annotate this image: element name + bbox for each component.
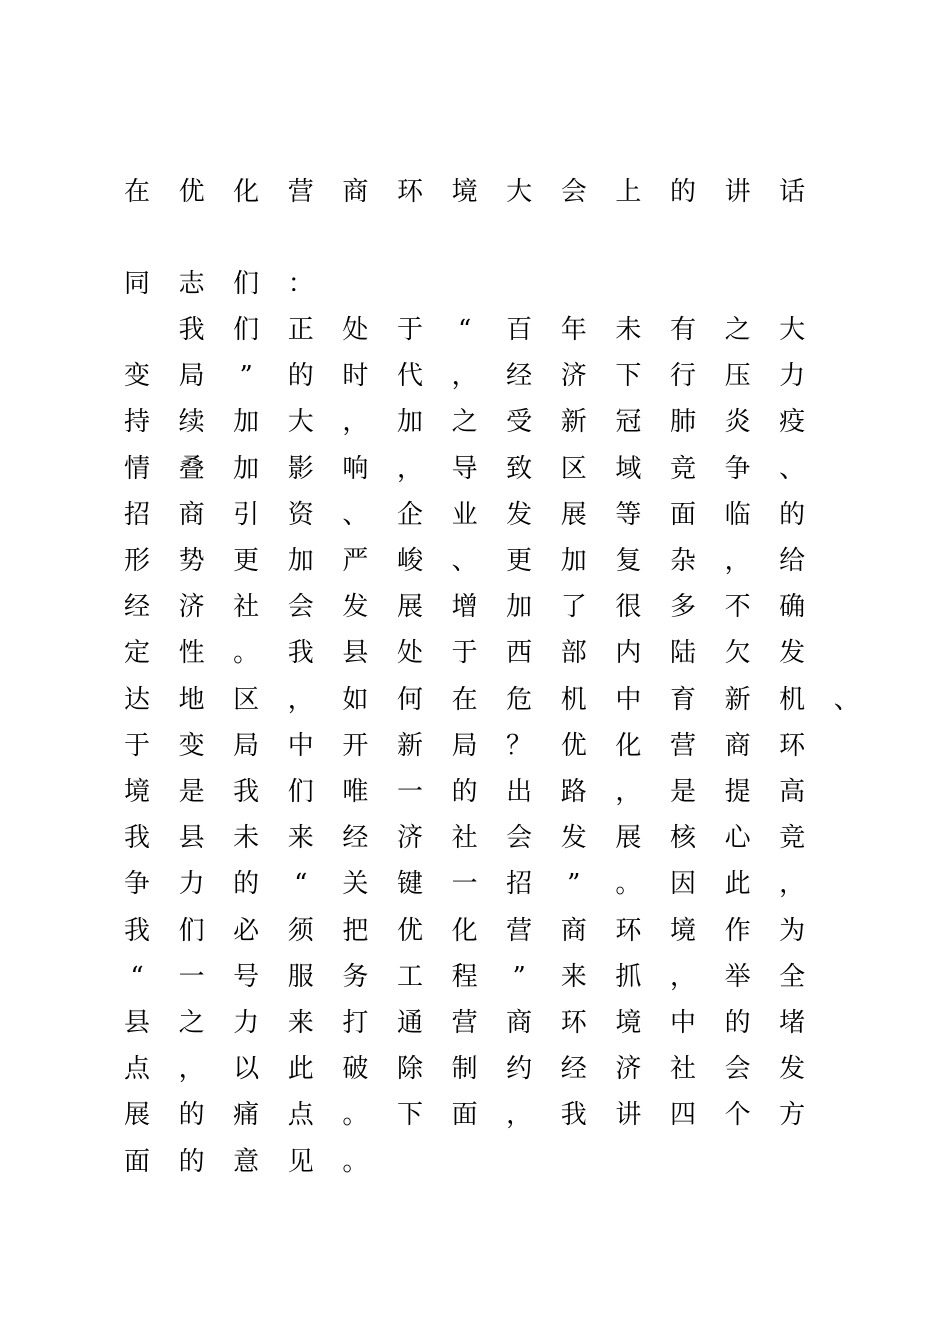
glyph: 志: [178, 269, 205, 299]
glyph: ？: [506, 730, 533, 761]
glyph: 西: [506, 638, 533, 669]
glyph: 以: [233, 1054, 260, 1085]
glyph: 域: [615, 453, 642, 484]
glyph: ，: [779, 869, 806, 900]
glyph: 临: [724, 499, 751, 530]
glyph: 。: [615, 869, 642, 900]
glyph: 化: [451, 915, 478, 946]
glyph: 核: [669, 823, 696, 854]
glyph: 新: [560, 407, 587, 438]
glyph: 于: [123, 730, 150, 761]
glyph: 优: [178, 177, 205, 207]
glyph: 处: [342, 315, 369, 345]
glyph: 作: [724, 915, 751, 946]
glyph: 的: [178, 1100, 205, 1131]
glyph: 此: [287, 1054, 314, 1085]
glyph: 变: [123, 361, 150, 392]
glyph: ：: [287, 269, 314, 299]
glyph: 争: [724, 453, 751, 484]
glyph: ，: [342, 407, 369, 438]
glyph: 唯: [342, 777, 369, 807]
body-line: [0, 310, 950, 350]
glyph: 肺: [669, 407, 696, 438]
glyph: 号: [233, 961, 260, 992]
glyph: 我: [560, 1100, 587, 1131]
glyph: 。: [342, 1100, 369, 1131]
glyph: 展: [396, 592, 423, 623]
glyph: 商: [506, 1008, 533, 1038]
glyph: 达: [123, 684, 150, 715]
glyph: ，: [451, 361, 478, 392]
glyph: 大: [779, 315, 806, 345]
glyph: 关: [342, 869, 369, 900]
glyph: 全: [779, 961, 806, 992]
glyph: 会: [724, 1054, 751, 1085]
glyph: 打: [342, 1008, 369, 1038]
glyph: 营: [287, 177, 314, 207]
glyph: 加: [506, 592, 533, 623]
glyph: 经: [560, 1054, 587, 1085]
glyph: 县: [342, 638, 369, 669]
glyph: 。: [342, 1146, 369, 1177]
glyph: 因: [669, 869, 696, 900]
glyph: 讲: [615, 1100, 642, 1131]
glyph: 争: [123, 869, 150, 900]
glyph: 展: [615, 823, 642, 854]
glyph: 展: [123, 1100, 150, 1131]
glyph: 行: [669, 361, 696, 392]
glyph: “: [294, 869, 308, 900]
glyph: 代: [396, 361, 423, 392]
glyph: 招: [123, 499, 150, 530]
glyph: 点: [123, 1054, 150, 1085]
body-line: [0, 541, 950, 581]
glyph: 大: [287, 407, 314, 438]
glyph: 化: [233, 177, 260, 207]
glyph: 心: [724, 823, 751, 854]
glyph: 峻: [396, 546, 423, 576]
glyph: 多: [669, 592, 696, 623]
glyph: 疫: [779, 407, 806, 438]
glyph: 境: [123, 777, 150, 807]
glyph: 更: [233, 546, 260, 576]
glyph: 约: [506, 1054, 533, 1085]
glyph: ，: [724, 546, 751, 576]
glyph: 是: [669, 777, 696, 807]
glyph: 举: [724, 961, 751, 992]
glyph: 欠: [724, 638, 751, 669]
glyph: 的: [287, 361, 314, 392]
glyph: 见: [287, 1146, 314, 1177]
glyph: 大: [506, 177, 533, 207]
glyph: 区: [560, 453, 587, 484]
glyph: 的: [451, 777, 478, 807]
glyph: 形: [123, 546, 150, 576]
glyph: 变: [178, 730, 205, 761]
glyph: 内: [615, 638, 642, 669]
body-line: [0, 864, 950, 904]
glyph: 中: [287, 730, 314, 761]
glyph: 复: [615, 546, 642, 576]
glyph: 致: [506, 453, 533, 484]
glyph: 情: [123, 453, 150, 484]
body-line: [0, 1095, 950, 1135]
glyph: 们: [178, 915, 205, 946]
glyph: 上: [615, 177, 642, 207]
body-line: [0, 449, 950, 489]
glyph: 意: [233, 1146, 260, 1177]
glyph: 商: [342, 177, 369, 207]
glyph: 县: [123, 1008, 150, 1038]
glyph: 未: [233, 823, 260, 854]
glyph: 中: [615, 684, 642, 715]
glyph: “: [130, 961, 144, 992]
glyph: 发: [506, 499, 533, 530]
glyph: 业: [451, 499, 478, 530]
glyph: 受: [506, 407, 533, 438]
glyph: ，: [178, 1054, 205, 1085]
glyph: 出: [506, 777, 533, 807]
glyph: 发: [779, 638, 806, 669]
glyph: 社: [233, 592, 260, 623]
glyph: 给: [779, 546, 806, 576]
glyph: 是: [178, 777, 205, 807]
glyph: 局: [451, 730, 478, 761]
glyph: 除: [396, 1054, 423, 1085]
glyph: 持: [123, 407, 150, 438]
glyph: 响: [342, 453, 369, 484]
glyph: 的: [724, 1008, 751, 1038]
glyph: 加: [396, 407, 423, 438]
glyph: ，: [287, 684, 314, 715]
glyph: ”: [239, 361, 253, 392]
glyph: 机: [779, 684, 806, 715]
glyph: 一: [451, 869, 478, 900]
glyph: 必: [233, 915, 260, 946]
glyph: 力: [779, 361, 806, 392]
glyph: 优: [560, 730, 587, 761]
glyph: ”: [512, 961, 526, 992]
glyph: 、: [451, 546, 478, 576]
glyph: 加: [233, 453, 260, 484]
glyph: 须: [287, 915, 314, 946]
glyph: 百: [506, 315, 533, 345]
glyph: 育: [669, 684, 696, 715]
glyph: 同: [123, 269, 150, 299]
glyph: 如: [342, 684, 369, 715]
body-line: [0, 587, 950, 627]
glyph: 发: [779, 1054, 806, 1085]
glyph: 等: [615, 499, 642, 530]
glyph: 我: [123, 823, 150, 854]
glyph: 来: [287, 1008, 314, 1038]
glyph: 们: [287, 777, 314, 807]
glyph: “: [457, 315, 472, 345]
glyph: 面: [451, 1100, 478, 1131]
glyph: 、: [779, 453, 806, 484]
glyph: 下: [396, 1100, 423, 1131]
glyph: 处: [396, 638, 423, 669]
glyph: 把: [342, 915, 369, 946]
glyph: 会: [506, 823, 533, 854]
body-line: [0, 911, 950, 951]
glyph: 面: [669, 499, 696, 530]
glyph: 展: [560, 499, 587, 530]
glyph: 竞: [779, 823, 806, 854]
glyph: 企: [396, 499, 423, 530]
glyph: 局: [233, 730, 260, 761]
glyph: 年: [560, 315, 587, 345]
glyph: 定: [123, 638, 150, 669]
glyph: 之: [724, 315, 751, 345]
body-line: [0, 1003, 950, 1043]
glyph: 痛: [233, 1100, 260, 1131]
glyph: 新: [396, 730, 423, 761]
glyph: 务: [342, 961, 369, 992]
glyph: ，: [396, 453, 423, 484]
glyph: 化: [615, 730, 642, 761]
glyph: 开: [342, 730, 369, 761]
glyph: 压: [724, 361, 751, 392]
glyph: 竞: [669, 453, 696, 484]
glyph: 更: [506, 546, 533, 576]
glyph: 境: [451, 177, 478, 207]
glyph: 商: [724, 730, 751, 761]
glyph: 破: [342, 1054, 369, 1085]
glyph: 势: [178, 546, 205, 576]
glyph: 环: [779, 730, 806, 761]
glyph: 的: [178, 1146, 205, 1177]
glyph: 制: [451, 1054, 478, 1085]
glyph: 经: [506, 361, 533, 392]
body-line: [0, 356, 950, 396]
glyph: 工: [396, 961, 423, 992]
glyph: 济: [396, 823, 423, 854]
glyph: 正: [287, 315, 314, 345]
glyph: 环: [560, 1008, 587, 1038]
glyph: 续: [178, 407, 205, 438]
glyph: 县: [178, 823, 205, 854]
glyph: 环: [396, 177, 423, 207]
body-line: [0, 772, 950, 812]
glyph: 加: [233, 407, 260, 438]
glyph: 于: [451, 638, 478, 669]
glyph: 下: [615, 361, 642, 392]
glyph: 我: [178, 315, 205, 345]
glyph: 陆: [669, 638, 696, 669]
glyph: 于: [396, 315, 423, 345]
glyph: 力: [233, 1008, 260, 1038]
glyph: 的: [233, 869, 260, 900]
body-line: [0, 633, 950, 673]
glyph: 一: [396, 777, 423, 807]
glyph: 冠: [615, 407, 642, 438]
glyph: 影: [287, 453, 314, 484]
glyph: 个: [724, 1100, 751, 1131]
glyph: 性: [178, 638, 205, 669]
glyph: 经: [123, 592, 150, 623]
glyph: 此: [724, 869, 751, 900]
glyph: 营: [451, 1008, 478, 1038]
glyph: 炎: [724, 407, 751, 438]
glyph: 叠: [178, 453, 205, 484]
glyph: 发: [560, 823, 587, 854]
glyph: 很: [615, 592, 642, 623]
glyph: 在: [123, 177, 150, 207]
glyph: 之: [451, 407, 478, 438]
glyph: 之: [178, 1008, 205, 1038]
glyph: 济: [560, 361, 587, 392]
glyph: 的: [669, 177, 696, 207]
glyph: 服: [287, 961, 314, 992]
glyph: 程: [451, 961, 478, 992]
glyph: 局: [178, 361, 205, 392]
glyph: 来: [560, 961, 587, 992]
glyph: 部: [560, 638, 587, 669]
glyph: 济: [178, 592, 205, 623]
glyph: 区: [233, 684, 260, 715]
glyph: 抓: [615, 961, 642, 992]
body-line: [0, 957, 950, 997]
glyph: 杂: [669, 546, 696, 576]
glyph: 我: [287, 638, 314, 669]
glyph: 确: [779, 592, 806, 623]
glyph: 商: [178, 499, 205, 530]
glyph: 严: [342, 546, 369, 576]
glyph: 发: [342, 592, 369, 623]
glyph: 社: [669, 1054, 696, 1085]
glyph: 。: [233, 638, 260, 669]
glyph: 增: [451, 592, 478, 623]
glyph: 、: [342, 499, 369, 530]
glyph: 商: [560, 915, 587, 946]
glyph: 了: [560, 592, 587, 623]
glyph: 济: [615, 1054, 642, 1085]
glyph: 会: [287, 592, 314, 623]
glyph: 时: [342, 361, 369, 392]
body-line: [0, 680, 950, 720]
glyph: 地: [178, 684, 205, 715]
glyph: ，: [506, 1100, 533, 1131]
glyph: 话: [779, 177, 806, 207]
body-line: [0, 1142, 950, 1182]
glyph: 来: [287, 823, 314, 854]
glyph: 点: [287, 1100, 314, 1131]
glyph: 键: [396, 869, 423, 900]
glyph: 路: [560, 777, 587, 807]
glyph: 加: [287, 546, 314, 576]
body-line: [0, 818, 950, 858]
glyph: 提: [724, 777, 751, 807]
glyph: 何: [396, 684, 423, 715]
glyph: ，: [615, 777, 642, 807]
glyph: 境: [615, 1008, 642, 1038]
body-line: [0, 726, 950, 766]
glyph: 的: [779, 499, 806, 530]
glyph: 、: [833, 684, 860, 715]
glyph: ”: [567, 869, 581, 900]
glyph: 在: [451, 684, 478, 715]
glyph: 危: [506, 684, 533, 715]
salutation: [0, 264, 950, 304]
glyph: 营: [506, 915, 533, 946]
glyph: 新: [724, 684, 751, 715]
glyph: 不: [724, 592, 751, 623]
glyph: 环: [615, 915, 642, 946]
glyph: 未: [615, 315, 642, 345]
glyph: 招: [506, 869, 533, 900]
glyph: 堵: [779, 1008, 806, 1038]
glyph: 一: [178, 961, 205, 992]
glyph: 力: [178, 869, 205, 900]
body-line: [0, 402, 950, 442]
glyph: 经: [342, 823, 369, 854]
glyph: 四: [669, 1100, 696, 1131]
glyph: 有: [669, 315, 696, 345]
glyph: 我: [123, 915, 150, 946]
glyph: 加: [560, 546, 587, 576]
glyph: 境: [669, 915, 696, 946]
glyph: 我: [233, 777, 260, 807]
document-title: [0, 172, 950, 212]
glyph: 机: [560, 684, 587, 715]
glyph: 们: [233, 315, 260, 345]
body-line: [0, 495, 950, 535]
glyph: 为: [779, 915, 806, 946]
glyph: 们: [233, 269, 260, 299]
glyph: 导: [451, 453, 478, 484]
glyph: 资: [287, 499, 314, 530]
glyph: 会: [560, 177, 587, 207]
glyph: 高: [779, 777, 806, 807]
glyph: 方: [779, 1100, 806, 1131]
glyph: 优: [396, 915, 423, 946]
glyph: ，: [669, 961, 696, 992]
glyph: 通: [396, 1008, 423, 1038]
glyph: 营: [669, 730, 696, 761]
glyph: 面: [123, 1146, 150, 1177]
glyph: 中: [669, 1008, 696, 1038]
glyph: 讲: [724, 177, 751, 207]
glyph: 社: [451, 823, 478, 854]
body-line: [0, 1049, 950, 1089]
glyph: 引: [233, 499, 260, 530]
